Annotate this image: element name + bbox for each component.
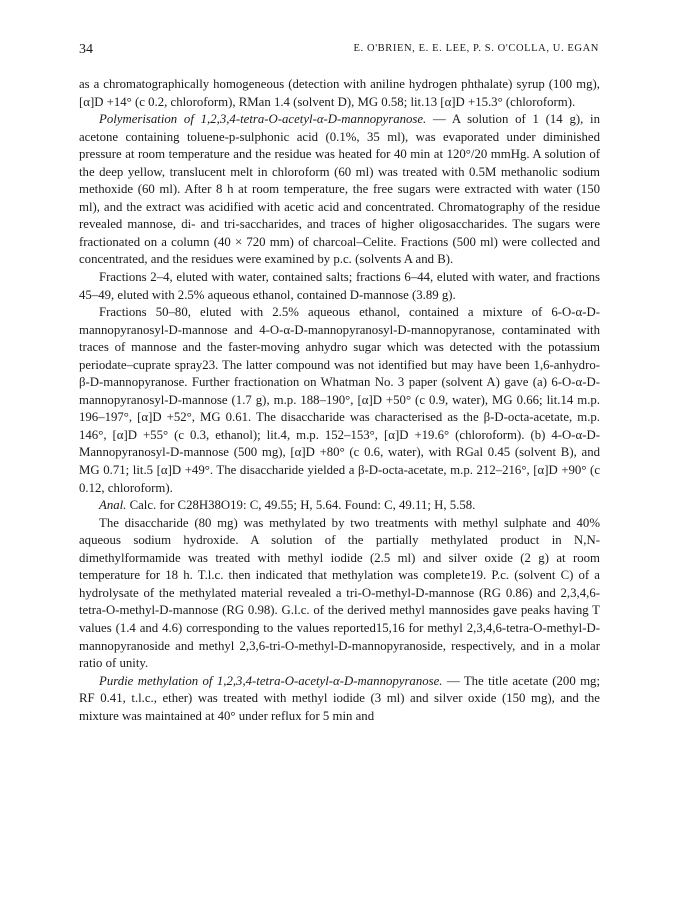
paragraph-2 xyxy=(79,111,600,269)
analysis-line xyxy=(79,497,600,515)
paragraph-1: as a chromatographically homogeneous (detection with aniline hydrogen phthalate) syrup (100 mg), [α]D +14° (c 0.2, chloroform), RMan 1.4 (solvent D), MG 0.58; lit.13 [α]D +15.3° (chloroform). xyxy=(79,77,600,109)
analysis-label: Anal. xyxy=(99,498,127,513)
paragraph-3: Fractions 2–4, eluted with water, contained salts; fractions 6–44, eluted with water, and fractions 45–49, eluted with 2.5% aqueous ethanol, contained D-mannose (3.89 g). xyxy=(79,270,600,302)
section-title-polymerisation: Polymerisation of 1,2,3,4-tetra-O-acetyl-α-D-mannopyranose. xyxy=(99,112,427,127)
page-number: 34 xyxy=(79,42,93,57)
section-title-purdie: Purdie methylation of 1,2,3,4-tetra-O-acetyl-α-D-mannopyranose. xyxy=(99,673,443,688)
article-body xyxy=(79,76,600,725)
paragraph-2-body: — A solution of 1 (14 g), in acetone containing toluene-p-sulphonic acid (0.1%, 35 ml), was evaporated under diminished pressure at room temperature and the residue was heated for 40 min at 120°/20 mmHg. A solution of the deep yellow, translucent melt in chloroform (60 ml) was treated with 0.5M methanolic sodium methoxide (60 ml). After 8 h at room temperature, the free sugars were extracted with water (150 ml), and the extract was acidified with acetic acid and concentrated. Chromatography of the residue revealed mannose, di- and tri-saccharides, and traces of higher oligosaccharides. The sugars were fractionated on a column (40 × 720 mm) of charcoal–Celite. Fractions (500 ml) were collected and concentrated, and the residues were examined by p.c. (solvents A and B). xyxy=(79,112,600,267)
page-header xyxy=(79,42,599,60)
paragraph-7-body: — The title acetate (200 mg; RF 0.41, t.l.c., ether) was treated with methyl iodide (3 ml) and silver oxide (150 mg), and the mixture was maintained at 40° under reflux for 5 min and xyxy=(79,673,601,723)
paragraph-6: The disaccharide (80 mg) was methylated by two treatments with methyl sulphate and 40% aqueous sodium hydroxide. A solution of the partially methylated product in N,N-dimethylformamide was treated with methyl iodide (2.5 ml) and silver oxide (2 g) at room temperature for 18 h. T.l.c. then indicated that methylation was complete19. P.c. (solvent C) of a hydrolysate of the methylated material revealed a tri-O-methyl-D-mannose (RG 0.86) and 2,3,4,6-tetra-O-methyl-D-mannose (RG 0.98). G.l.c. of the derived methyl mannosides gave peaks having T values (1.4 and 4.6) corresponding to the values reported15,16 for methyl 2,3,4,6-tetra-O-methyl-D-mannopyranoside and methyl 2,3,6-tri-O-methyl-D-mannopyranoside, respectively, and in a molar ratio of unity. xyxy=(79,515,600,671)
paragraph-7 xyxy=(79,673,600,726)
paragraph-4: Fractions 50–80, eluted with 2.5% aqueous ethanol, contained a mixture of 6-O-α-D-mannopyranosyl-D-mannose and 4-O-α-D-mannopyranosyl-D-mannopyranose, contaminated with traces of mannose and the faster-moving anhydro sugar which was detected with the potassium periodate–cuprate spray23. The latter compound was not identified but may have been 1,6-anhydro-β-D-mannopyranose. Further fractionation on Whatman No. 3 paper (solvent A) gave (a) 6-O-α-D-mannopyranosyl-D-mannose (1.7 g), m.p. 188–190°, [α]D +50° (c 0.9, water), MG 0.66; lit.14 m.p. 196–197°, [α]D +52°, MG 0.61. The disaccharide was characterised as the β-D-octa-acetate, m.p. 146°, [α]D +55° (c 0.3, ethanol); lit.4, m.p. 152–153°, [α]D +19.6° (chloroform). (b) 4-O-α-D-Mannopyranosyl-D-mannose (500 mg), [α]D +80° (c 0.6, water), with RGal 0.45 (solvent B), and MG 0.71; lit.5 [α]D +49°. The disaccharide yielded a β-D-octa-acetate, m.p. 212–216°, [α]D +90° (c 0.12, chloroform). xyxy=(79,305,600,495)
running-head: E. O'BRIEN, E. E. LEE, P. S. O'COLLA, U. EGAN xyxy=(353,43,599,54)
analysis-values: Calc. for C28H38O19: C, 49.55; H, 5.64. Found: C, 49.11; H, 5.58. xyxy=(126,498,476,513)
